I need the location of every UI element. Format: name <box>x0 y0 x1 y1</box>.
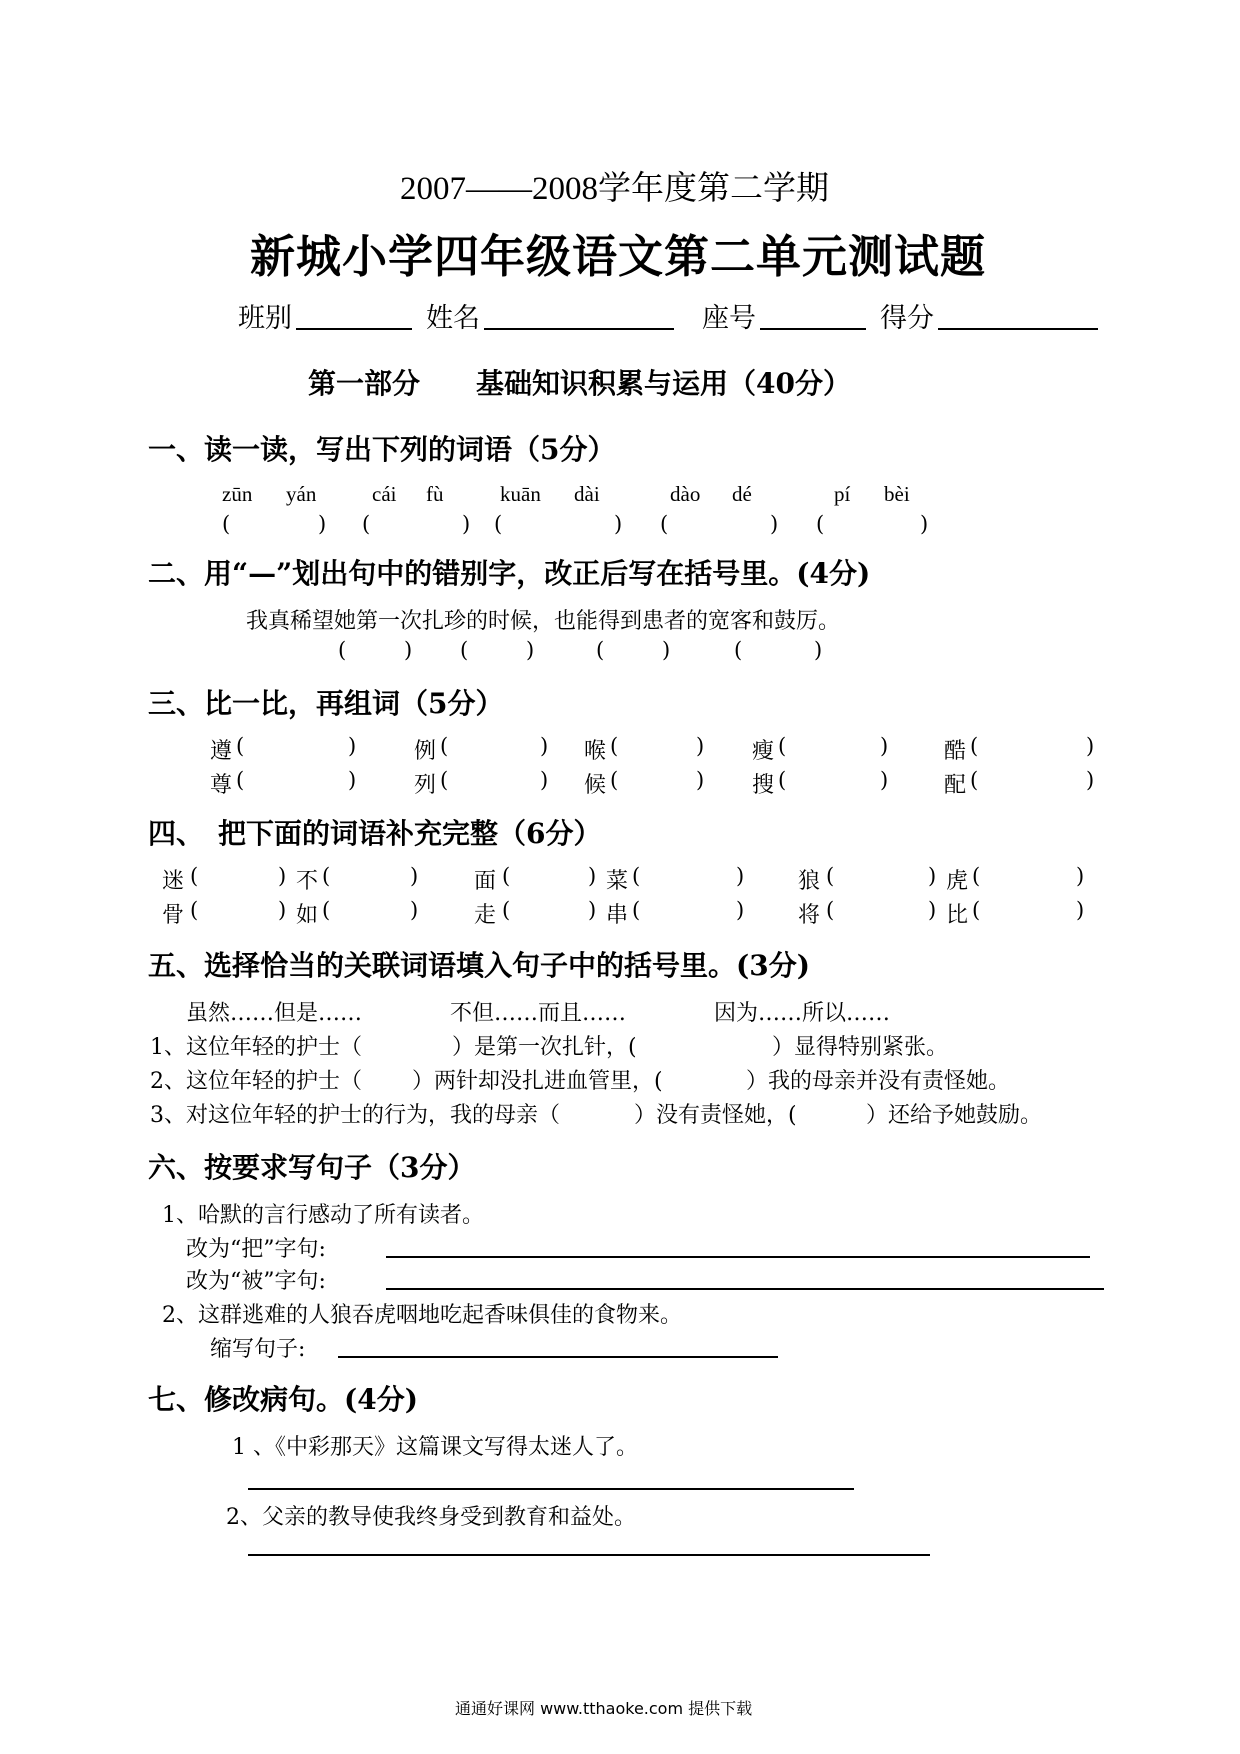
answer-paren[interactable]: ) <box>404 638 413 662</box>
exam-title: 新城小学四年级语文第二单元测试题 <box>250 230 987 283</box>
answer-paren[interactable]: ( <box>440 734 449 758</box>
idiom-char: 串 <box>606 903 629 928</box>
seat-label: 座号 <box>702 303 756 334</box>
answer-paren[interactable]: ( <box>826 864 835 888</box>
answer-paren[interactable]: ( <box>362 512 371 536</box>
correct-q1: 1 、《中彩那天》这篇课文写得太迷人了。 <box>232 1435 638 1460</box>
compare-char: 候 <box>584 773 607 798</box>
compare-char: 喉 <box>584 739 607 764</box>
answer-paren[interactable]: ( <box>970 734 979 758</box>
pinyin: cái <box>372 482 397 506</box>
connector-q2-part3: ）我的母亲并没有责怪她。 <box>746 1069 1011 1094</box>
compare-char: 酷 <box>944 739 967 764</box>
answer-paren[interactable]: ( <box>816 512 825 536</box>
pinyin: dài <box>574 482 600 506</box>
class-label: 班别 <box>238 303 292 334</box>
rewrite-bei-label: 改为“被”字句: <box>186 1269 326 1294</box>
answer-paren[interactable]: ) <box>462 512 471 536</box>
answer-paren[interactable]: ( <box>972 864 981 888</box>
answer-paren[interactable]: ) <box>526 638 535 662</box>
correct-q2: 2、父亲的教导使我终身受到教育和益处。 <box>226 1505 636 1530</box>
answer-paren[interactable]: ( <box>632 898 641 922</box>
answer-paren[interactable]: ) <box>348 734 357 758</box>
answer-paren[interactable]: ) <box>662 638 671 662</box>
connector-q3-part3: ）还给予她鼓励。 <box>866 1103 1043 1128</box>
compare-char: 列 <box>414 773 437 798</box>
answer-paren[interactable]: ) <box>540 734 549 758</box>
answer-paren[interactable]: ) <box>410 864 419 888</box>
answer-paren[interactable]: ) <box>278 864 287 888</box>
answer-paren[interactable]: ) <box>696 768 705 792</box>
idiom-char: 走 <box>474 903 497 928</box>
rewrite-q1: 1、哈默的言行感动了所有读者。 <box>162 1203 484 1228</box>
name-label: 姓名 <box>426 303 480 334</box>
connector-q1-part3: ）显得特别紧张。 <box>772 1035 949 1060</box>
connector-q3-part2: ）没有责怪她，( <box>634 1103 797 1128</box>
idiom-char: 面 <box>474 869 497 894</box>
answer-paren[interactable]: ( <box>826 898 835 922</box>
pinyin: yán <box>286 482 317 506</box>
section-1-heading: 一、读一读，写出下列的词语（5分） <box>148 433 616 466</box>
compare-char: 遵 <box>210 739 233 764</box>
answer-paren[interactable]: ) <box>614 512 623 536</box>
answer-paren[interactable]: ) <box>736 864 745 888</box>
section-3-heading: 三、比一比，再组词（5分） <box>148 687 504 720</box>
pinyin: dào <box>670 482 701 506</box>
answer-paren[interactable]: ) <box>928 864 937 888</box>
pinyin: bèi <box>884 482 910 506</box>
answer-paren[interactable]: ( <box>596 638 605 662</box>
answer-paren[interactable]: ( <box>190 864 199 888</box>
pinyin: dé <box>732 482 752 506</box>
pinyin: pí <box>834 482 851 506</box>
connector-option: 不但……而且…… <box>450 1001 627 1026</box>
answer-paren[interactable]: ) <box>1086 734 1095 758</box>
answer-paren[interactable]: ) <box>540 768 549 792</box>
compare-char: 配 <box>944 773 967 798</box>
pinyin: fù <box>426 482 444 506</box>
compare-char: 尊 <box>210 773 233 798</box>
answer-paren[interactable]: ( <box>190 898 199 922</box>
answer-paren[interactable]: ) <box>588 898 597 922</box>
compare-char: 瘦 <box>752 739 775 764</box>
answer-paren[interactable]: ( <box>734 638 743 662</box>
rewrite-q2: 2、这群逃难的人狼吞虎咽地吃起香味俱佳的食物来。 <box>162 1303 682 1328</box>
section-7-heading: 七、修改病句。(4分) <box>148 1383 418 1416</box>
answer-paren[interactable]: ( <box>778 734 787 758</box>
answer-paren[interactable]: ) <box>770 512 779 536</box>
section-2-sentence: 我真稀望她第一次扎珍的时候，也能得到患者的宽客和鼓厉。 <box>246 609 841 634</box>
connector-q3-part1: 3、对这位年轻的护士的行为，我的母亲（ <box>150 1103 560 1128</box>
idiom-char: 将 <box>798 903 821 928</box>
answer-paren[interactable]: ) <box>278 898 287 922</box>
section-6-heading: 六、按要求写句子（3分） <box>148 1151 476 1184</box>
shorten-label: 缩写句子: <box>210 1337 306 1362</box>
connector-q2-part2: ）两针却没扎进血管里，( <box>412 1069 663 1094</box>
answer-paren[interactable]: ( <box>236 768 245 792</box>
answer-paren[interactable]: ) <box>348 768 357 792</box>
answer-paren[interactable]: ( <box>440 768 449 792</box>
answer-paren[interactable]: ) <box>880 734 889 758</box>
answer-paren[interactable]: ) <box>920 512 929 536</box>
answer-paren[interactable]: ( <box>460 638 469 662</box>
idiom-char: 如 <box>296 903 319 928</box>
answer-paren[interactable]: ( <box>970 768 979 792</box>
answer-paren[interactable]: ( <box>502 898 511 922</box>
connector-option: 虽然……但是…… <box>186 1001 363 1026</box>
correct-q2-blank[interactable] <box>248 1554 930 1556</box>
answer-paren[interactable]: ) <box>928 898 937 922</box>
answer-paren[interactable]: ( <box>222 512 231 536</box>
score-label: 得分 <box>880 303 934 334</box>
shorten-blank[interactable] <box>338 1356 778 1358</box>
part-one-heading: 第一部分 基础知识积累与运用（40分） <box>308 367 851 400</box>
section-5-heading: 五、选择恰当的关联词语填入句子中的括号里。(3分) <box>148 949 810 982</box>
answer-paren[interactable]: ) <box>410 898 419 922</box>
rewrite-ba-label: 改为“把”字句: <box>186 1237 326 1262</box>
answer-paren[interactable]: ( <box>610 768 619 792</box>
answer-paren[interactable]: ( <box>610 734 619 758</box>
idiom-char: 骨 <box>162 903 185 928</box>
idiom-char: 迷 <box>162 869 185 894</box>
answer-paren[interactable]: ) <box>1076 864 1085 888</box>
section-4-heading: 四、 把下面的词语补充完整（6分） <box>148 817 602 850</box>
pinyin: kuān <box>500 482 541 506</box>
connector-q1-part1: 1、这位年轻的护士（ <box>150 1035 362 1060</box>
section-2-heading: 二、用“—”划出句中的错别字，改正后写在括号里。(4分) <box>148 557 871 590</box>
answer-paren[interactable]: ) <box>814 638 823 662</box>
answer-paren[interactable]: ) <box>736 898 745 922</box>
answer-paren[interactable]: ( <box>778 768 787 792</box>
answer-paren[interactable]: ( <box>502 864 511 888</box>
compare-char: 搜 <box>752 773 775 798</box>
answer-paren[interactable]: ( <box>972 898 981 922</box>
rewrite-bei-blank[interactable] <box>386 1288 1104 1290</box>
score-blank[interactable] <box>938 328 1098 330</box>
compare-char: 例 <box>414 739 437 764</box>
answer-paren[interactable]: ( <box>494 512 503 536</box>
name-blank[interactable] <box>484 328 674 330</box>
idiom-char: 比 <box>946 903 969 928</box>
correct-q1-blank[interactable] <box>248 1488 854 1490</box>
answer-paren[interactable]: ( <box>322 898 331 922</box>
seat-blank[interactable] <box>760 328 866 330</box>
answer-paren[interactable]: ) <box>1086 768 1095 792</box>
idiom-char: 虎 <box>946 869 969 894</box>
idiom-char: 菜 <box>606 869 629 894</box>
rewrite-ba-blank[interactable] <box>386 1256 1090 1258</box>
answer-paren[interactable]: ) <box>696 734 705 758</box>
answer-paren[interactable]: ( <box>322 864 331 888</box>
term-line: 2007——2008学年度第二学期 <box>400 171 829 207</box>
class-blank[interactable] <box>296 328 412 330</box>
connector-q2-part1: 2、这位年轻的护士（ <box>150 1069 362 1094</box>
answer-paren[interactable]: ( <box>660 512 669 536</box>
footer-source: 通通好课网 www.tthaoke.com 提供下载 <box>455 1699 753 1718</box>
answer-paren[interactable]: ) <box>880 768 889 792</box>
answer-paren[interactable]: ( <box>632 864 641 888</box>
connector-q1-part2: ）是第一次扎针，( <box>452 1035 637 1060</box>
answer-paren[interactable]: ) <box>1076 898 1085 922</box>
idiom-char: 狼 <box>798 869 821 894</box>
answer-paren[interactable]: ) <box>588 864 597 888</box>
pinyin: zūn <box>222 482 253 506</box>
answer-paren[interactable]: ( <box>236 734 245 758</box>
idiom-char: 不 <box>296 869 319 894</box>
connector-option: 因为……所以…… <box>714 1001 891 1026</box>
answer-paren[interactable]: ) <box>318 512 327 536</box>
answer-paren[interactable]: ( <box>338 638 347 662</box>
